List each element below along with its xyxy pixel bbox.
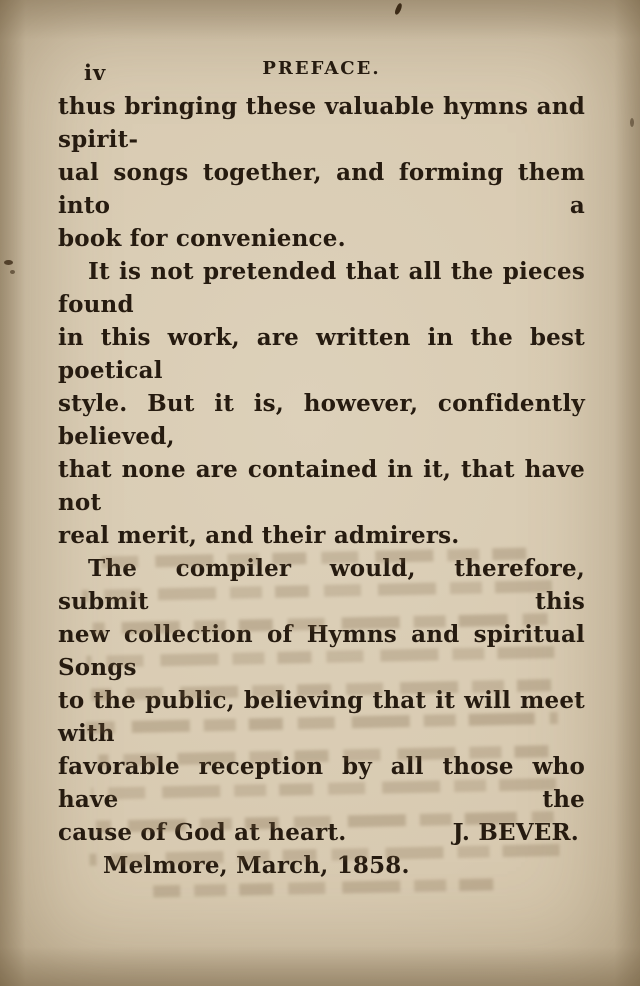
text-line: style. But it is, however, confidently believed, — [58, 390, 585, 450]
ink-speck — [394, 3, 404, 16]
text-line: that none are contained in it, that have not — [58, 456, 585, 516]
page-header — [58, 58, 585, 84]
preface-body — [58, 90, 585, 882]
paragraph — [58, 90, 585, 255]
ink-speck — [10, 270, 15, 274]
ink-speck — [4, 260, 13, 265]
text-line: new collection of Hymns and spiritual Songs — [58, 621, 585, 681]
ink-speck — [630, 118, 634, 127]
dateline: Melmore, March, 1858. — [103, 852, 410, 879]
text-line: book for convenience. — [58, 225, 346, 252]
text-line: ual songs together, and forming them into a — [58, 159, 585, 219]
paragraph — [58, 552, 585, 849]
paragraph — [58, 255, 585, 552]
text-line: The compiler would, therefore, submit this — [58, 555, 585, 615]
folio-number: iv — [84, 60, 107, 85]
text-line: It is not pretended that all the pieces found — [58, 258, 585, 318]
author-signature: J. BEVER. — [452, 819, 579, 846]
text-line: cause of God at heart. — [58, 819, 347, 846]
text-line: in this work, are written in the best poetical — [58, 324, 585, 384]
paragraph — [58, 849, 585, 882]
signature-line — [58, 816, 585, 849]
text-line: real merit, and their admirers. — [58, 522, 460, 549]
text-line: thus bringing these valuable hymns and spirit- — [58, 93, 585, 153]
running-title: PREFACE. — [262, 58, 381, 79]
text-line: to the public, believing that it will meet with — [58, 687, 585, 747]
text-line: favorable reception by all those who have the — [58, 753, 585, 813]
